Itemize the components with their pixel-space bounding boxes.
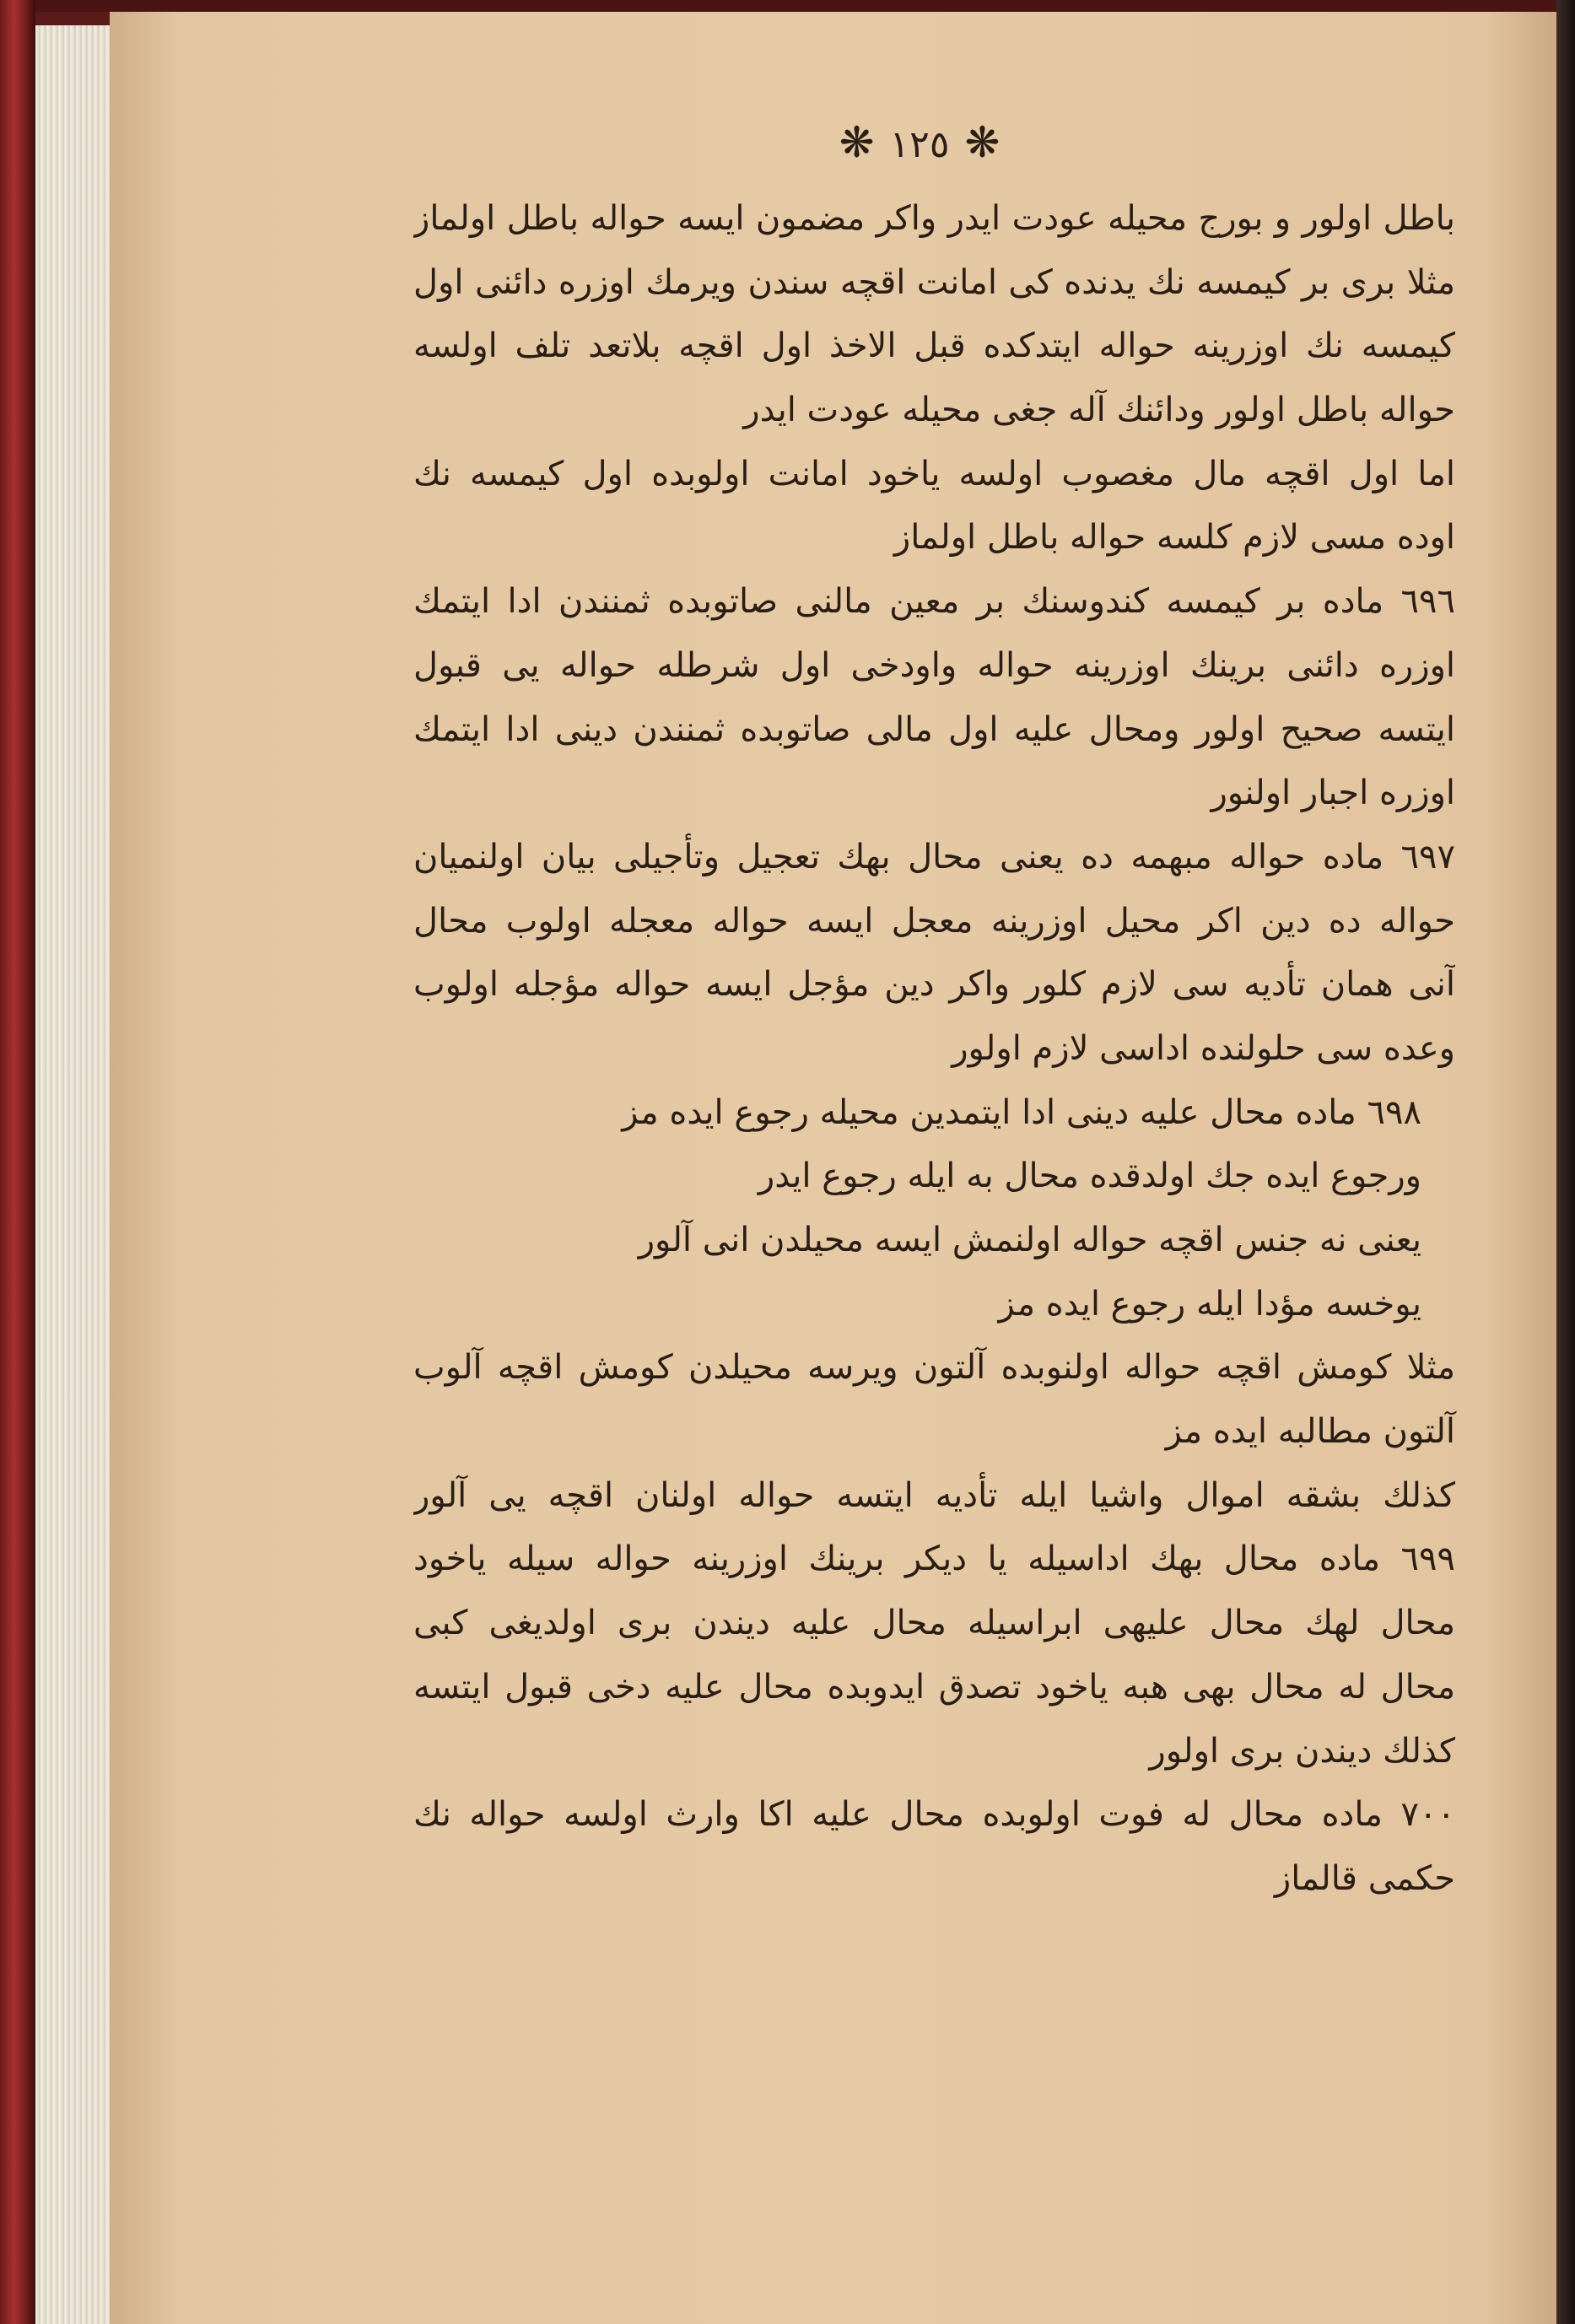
text-line: اما اول اقچه مال مغصوب اولسه یاخود امانت اولوبده اول کیمسه نك — [413, 454, 1455, 493]
text-line: یعنی نه جنس اقچه حواله اولنمش ایسه محیلدن انی آلور — [638, 1221, 1421, 1259]
text-line: وعده سی حلولنده اداسی لازم اولور — [952, 1028, 1455, 1068]
article-699: ٦٩٩ ماده محال بهك اداسیله یا دیکر برینك اوزرینه حواله سیله یاخود — [413, 1539, 1455, 1579]
ornament-icon: ❋ — [964, 118, 1001, 167]
text-line: مثلا کومش اقچه حواله اولنوبده آلتون ویرسه محیلدن کومش اقچه آلوب — [413, 1348, 1455, 1388]
text-line: محال له محال بهی هبه یاخود تصدق ایدوبده محال علیه دخی قبول ایتسه — [413, 1667, 1455, 1707]
text-line: مثلا بری بر کیمسه نك یدنده کی امانت اقچه سندن ویرمك اوزره دائنی اول — [413, 262, 1455, 302]
ornament-icon: ❋ — [839, 118, 875, 167]
article-697: ٦٩٧ ماده حواله مبهمه ده یعنی محال بهك تعجیل وتأجیلی بیان اولنمیان — [413, 837, 1455, 876]
text-line: یوخسه مؤدا ایله رجوع ایده مز — [998, 1284, 1421, 1324]
article-696: ٦٩٦ ماده بر کیمسه کندوسنك بر معین مالنی صاتوبده ثمنندن ادا ایتمك — [413, 582, 1455, 622]
text-line: محال لهك محال علیهی ابراسیله محال علیه دیندن بری اولدیغی کبی — [413, 1604, 1455, 1643]
text-line: حواله باطل اولور ودائنك آله جغی محیله عودت ایدر — [743, 391, 1455, 430]
text-line: کذلك بشقه اموال واشیا ایله تأدیه ایتسه حواله اولنان اقچه یی آلور — [413, 1475, 1455, 1515]
text-line: کذلك دیندن بری اولور — [1149, 1731, 1455, 1771]
text-line: آنی همان تأدیه سی لازم کلور واکر دین مؤجل ایسه حواله مؤجله اولوب — [413, 965, 1455, 1005]
book-top-edge — [0, 0, 1575, 12]
page-edges — [35, 25, 116, 2324]
text-line: اوزره دائنی برینك اوزرینه حواله واودخی اول شرطله حواله یی قبول — [413, 645, 1455, 685]
text-line: اوزره اجبار اولنور — [1211, 774, 1455, 813]
text-line: ایتسه صحیح اولور ومحال علیه اول مالی صاتوبده ثمنندن دینی ادا ایتمك — [413, 709, 1455, 749]
page-number: ١٢٥ — [889, 123, 950, 166]
text-line: حکمی قالماز — [1274, 1858, 1455, 1898]
text-line: ورجوع ایده جك اولدقده محال به ایله رجوع ایدر — [758, 1157, 1421, 1196]
text-line: حواله ده دین اکر محیل اوزرینه معجل ایسه حواله معجله اولوب محال — [413, 901, 1455, 941]
book-binding — [0, 0, 35, 2324]
text-line: باطل اولور و بورج محیله عودت ایدر واکر مضمون ایسه حواله باطل اولماز — [413, 199, 1455, 238]
article-698: ٦٩٨ ماده محال علیه دینی ادا ایتمدین محیله رجوع ایده مز — [622, 1092, 1421, 1132]
article-700: ٧٠٠ ماده محال له فوت اولوبده محال علیه اکا وارث اولسه حواله نك — [413, 1795, 1455, 1835]
text-line: اوده مسی لازم کلسه حواله باطل اولماز — [893, 518, 1455, 558]
page-number-header — [810, 118, 1029, 167]
page-text — [413, 187, 1455, 1912]
text-line: آلتون مطالبه ایده مز — [1165, 1412, 1455, 1452]
text-line: کیمسه نك اوزرینه حواله ایتدکده قبل الاخذ اول اقچه بلاتعد تلف اولسه — [413, 326, 1455, 366]
book-right-edge — [1556, 0, 1575, 2324]
